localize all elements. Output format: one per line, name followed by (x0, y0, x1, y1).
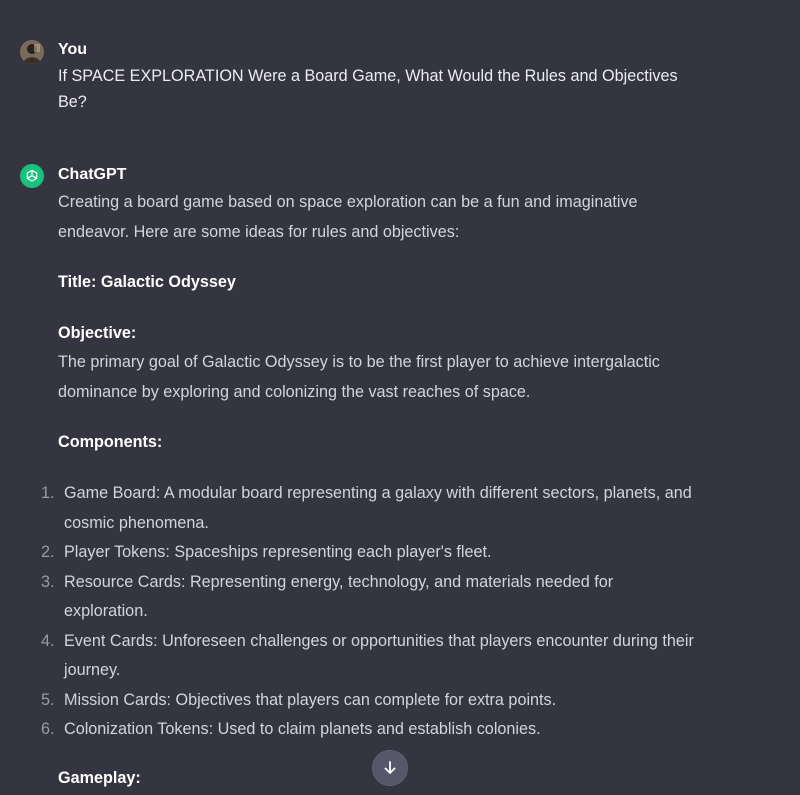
list-item: 3. Resource Cards: Representing energy, technology, and materials needed for exploration. (41, 572, 614, 620)
components-heading: Components: (58, 433, 163, 451)
components-list (41, 479, 698, 745)
response-title: Title: Galactic Odyssey (58, 273, 236, 291)
list-item: 5. Mission Cards: Objectives that players can complete for extra points. (41, 690, 557, 709)
scroll-to-bottom-button[interactable] (372, 750, 408, 786)
objective-heading: Objective: (58, 323, 137, 342)
arrow-down-icon (382, 760, 398, 776)
user-author-name: You (58, 41, 88, 58)
response-intro: Creating a board game based on space exploration can be a fun and imaginative endeavor. Here are some ideas for rules and objectives: (58, 193, 638, 241)
openai-logo-icon (20, 164, 44, 188)
objective-text: The primary goal of Galactic Odyssey is to be the first player to achieve intergalactic dominance by exploring and colonizing the vast reaches of space. (58, 353, 660, 401)
user-avatar (20, 40, 44, 64)
assistant-response-body (58, 188, 698, 458)
list-item: 4. Event Cards: Unforeseen challenges or opportunities that players encounter during their journey. (41, 631, 694, 679)
assistant-author-name: ChatGPT (58, 166, 127, 183)
gameplay-heading: Gameplay: (58, 769, 141, 787)
list-item: 6. Colonization Tokens: Used to claim planets and establish colonies. (41, 720, 541, 738)
list-item: 1. Game Board: A modular board representing a galaxy with different sectors, planets, and cosmic phenomena. (41, 484, 692, 532)
user-message-text: If SPACE EXPLORATION Were a Board Game, What Would the Rules and Objectives Be? (58, 67, 678, 111)
list-item: 2. Player Tokens: Spaceships representing each player's fleet. (41, 543, 492, 561)
